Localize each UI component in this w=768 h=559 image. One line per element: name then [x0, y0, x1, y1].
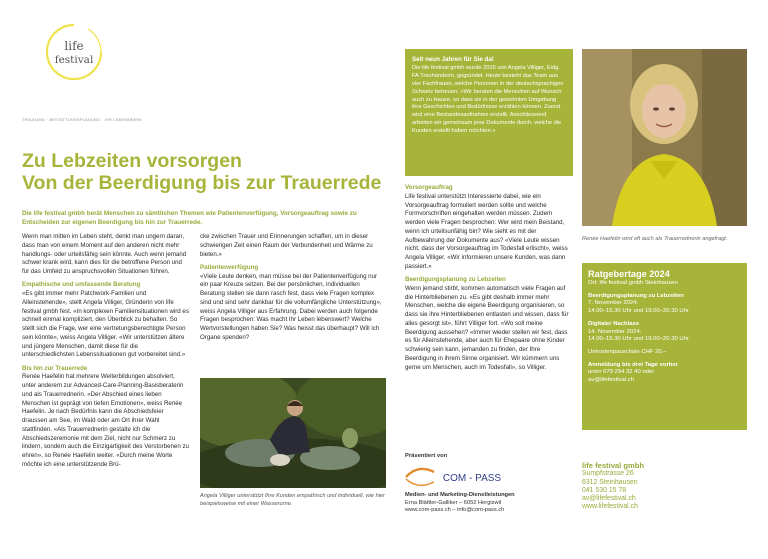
paragraph: Life festival unterstützt Interessierte dabei, wie ein Vorsorgeauftrag formuliert werden sollte und welche Formvorschriften eingehalten werden müssen. Zudem werden viele Fragen besprochen: Wer wird mein Beistand, wenn ich urteilsunfähig bin? Wie sieht es mit der Aufbewahrung der Dokumente aus? «Viele Leute wissen nicht, dass der Vorsorgeauftrag im Todesfall erlischt», weiss Angela Villiger. «Wir informieren unsere Kunden, was dann passiert.» [405, 192, 568, 270]
paragraph: «Viele Leute denken, man müsse bei der Patientenverfügung nur ein paar Kreuze setzen. Bei der persönlichen, individuellen Beratung stellen sie dann rasch fest, dass viele Fragen komplex sind und sind sehr dankbar für die vollumfängliche Unterstützung», weiss Angela Villiger aus Erfahrung. Dabei werden auch folgende Fragen besprochen: Was macht Ihr Leben lebenswert? Welche Wertvorstellungen haben Sie? Was heisst das überhaupt? Will ich Organe spenden? [200, 272, 382, 341]
contact-name: life festival gmbh [582, 461, 645, 470]
event-2-date: 14. November 2024: [588, 328, 642, 335]
subheading-vorsorgeauftrag: Vorsorgeauftrag [405, 184, 453, 191]
logo-word-life: life [64, 39, 84, 53]
events-fee: Unkostenpauschale CHF 20.– [588, 348, 667, 355]
com-pass-logo [404, 466, 512, 488]
subheading-beerdigungsplanung: Beerdigungsplanung zu Lebzeiten [405, 276, 506, 283]
page-title [22, 150, 382, 194]
event-2-title: Digitaler Nachlass [588, 320, 640, 327]
events-box [582, 263, 747, 430]
subheading-beratung: Empathische und umfassende Beratung [22, 281, 141, 289]
paragraph: Renée Haefelin hat mehrere Weiterbildungen absolviert, unter anderem zur Advanced-Care-Planning-Basisberaterin und als Trauerrednerin. «Der Abschied eines lieben Menschen ist geprägt von tiefen Emotionen», weiss Renée Haefelin. Je nach Bedürfnis kann die Abschiedsfeier draussen am See, im Wald oder am Ort ihrer Wahl stattfinden. «Als Trauerrednerin gestalte ich die Abschiedszeremonie mit dem Ziel, nicht nur Schmerz zu lindern, sondern auch die Einzigartigkeit des Verstorbenen zu ehren», so Renée Haefelin weiter. «Durch meine Worte möchte ich eine unterstützende Brü- [22, 373, 189, 468]
info-box-heading: Seit neun Jahren für Sie da! [412, 56, 494, 63]
sponsor-details [405, 492, 575, 515]
paragraph: «Es gibt immer mehr Patchwork-Familien und Alleinstehende», stellt Angela Villiger, Gründerin von life festival gmbh fest. «In komplexen Familiensituationen wird es schnell einmal kompliziert, den Überblick zu behalten. So stellt sich die Frage, wer eine vertretungsberechtigte Person sein könnte», weiss Angela Villiger. «Wir unterstützen ältere und jüngere Menschen, damit diese für die unterschiedlichsten Lebenssituationen gut vorbereitet sind.» [22, 290, 189, 359]
life-festival-logo [44, 22, 104, 82]
lead-paragraph: Die life festival gmbh berät Menschen zu sämtlichen Themen wie Patientenverfügung, Vorsorgeauftrag sowie zu Entscheiden zur eigenen Beerdigung bis hin zur Trauerrede. [22, 210, 357, 226]
info-box-history [405, 49, 573, 176]
sponsor-heading: Präsentiert von [405, 453, 448, 459]
registration-email[interactable]: av@lifefestival.ch [588, 377, 634, 384]
event-1-time: 14.00–15.30 Uhr und 19.00–20.30 Uhr [588, 308, 689, 315]
contact-phone[interactable]: 041 530 15 78 [582, 486, 627, 494]
com-pass-logo-text: COM - PASS [442, 473, 502, 484]
title-line-2: Von der Beerdigung bis zur Trauerrede [22, 172, 382, 194]
registration-phone: unter 079 294 32 40 oder [588, 369, 655, 376]
subheading-patientenverfuegung: Patientenverfügung [200, 263, 259, 271]
event-1-title: Beerdigungsplanung zu Lebzeiten [588, 292, 684, 299]
logo-word-festival: festival [54, 54, 94, 66]
paragraph: Wenn jemand stirbt, kommen automatisch viele Fragen auf die Hinterbliebenen zu. «Es gibt deshalb immer mehr Menschen, welche die eigene Beerdigung organisieren, so dass sie ihre Hinterbliebenen entlasten und wissen, dass für alles gesorgt ist», führt Villiger fort. «Wo soll meine Beerdigung aussehen? «Immer wieder stellen wir fest, dass es für Alleinstehende, aber auch für Ehepaare ohne Kinder schwierig sein kann, jemanden zu finden, der Ihre Beerdigung in ihrem Sinne organisiert. Wir kümmern uns gerne um Menschen, auch im Todesfall», so Villiger. [405, 284, 569, 371]
article-column-2 [200, 233, 386, 343]
contact-website[interactable]: www.lifefestival.ch [582, 503, 638, 511]
contact-street: Sumpfstrasse 26 [582, 470, 634, 478]
portrait-caption: Renée Haefelin wird oft auch als Trauerrednerin angefragt. [582, 236, 728, 242]
paragraph: cke zwischen Trauer und Erinnerungen schaffen, um in dieser schwierigen Zeit einen Raum der Verbundenheit und Wärme zu bieten.» [200, 233, 373, 258]
sponsor-line-2: Erna Blättler-Galliker – 6052 Hergiswil [405, 499, 502, 506]
contact-city: 6312 Steinhausen [582, 478, 638, 486]
event-2-time: 14.00–15.30 Uhr und 19.00–20.30 Uhr [588, 336, 689, 343]
event-1-date: 7. November 2024: [588, 300, 639, 307]
events-title: Ratgebertage 2024 [588, 269, 670, 279]
photo-water-urn [200, 378, 386, 488]
registration-title: Anmeldung bis drei Tage vorher [588, 361, 678, 368]
paragraph: Wenn man mitten im Leben steht, denkt man ungern daran, dass man von einem Moment auf den anderen nicht mehr handlungs- oder urteilsfähig sein könnte. Auch wenn jemand schwer krank wird, kann dies für die betroffene Person und für das Umfeld zu anspruchsvollen Situationen führen. [22, 233, 187, 275]
subheading-trauerrede: Bis hin zur Trauerrede [22, 364, 88, 372]
portrait-renee-haefelin [582, 49, 747, 226]
sponsor-line-1: Medien- und Marketing-Dienstleistungen [405, 492, 515, 498]
contact-block [582, 462, 747, 512]
photo-caption-villiger: Angela Villiger unterstützt Ihre Kunden empathisch und individuell, wie hier beispielsweise mit einer Wasserurne. [200, 493, 385, 507]
contact-email[interactable]: av@lifefestival.ch [582, 495, 636, 503]
company-tagline: TREUHAND · BESTATTUNGSPLANUNG · IHR LEBENSWERK [22, 118, 143, 122]
article-column-1 [22, 233, 190, 470]
article-column-3 [405, 184, 573, 372]
events-location: Ort: life festival gmbh Steinhausen [588, 280, 678, 286]
title-line-1: Zu Lebzeiten vorsorgen [22, 150, 242, 172]
sponsor-line-3[interactable]: www.com-pass.ch – info@com-pass.ch [405, 507, 505, 514]
info-box-text: Die life festival gmbh wurde 2015 von Angela Villiger, Eidg. FA Treuhänderin, gegründet. Heute besteht das Team aus vier Fachfrauen, welche Personen in der deutschsprachigen Schweiz betreuen. «Wir beraten die Menschen auf Wunsch auch zu Hause, so dass sie in der gewohnten Umgebung ihre Geschichten und Bedürfnisse erzählen können. Zuerst wird eine Bestandesaufnahme erstellt. Anschliessend arbeiten wir gemeinsam jene Dokumente durch, welche die Kunden erstellt haben möchten.» [412, 64, 564, 135]
